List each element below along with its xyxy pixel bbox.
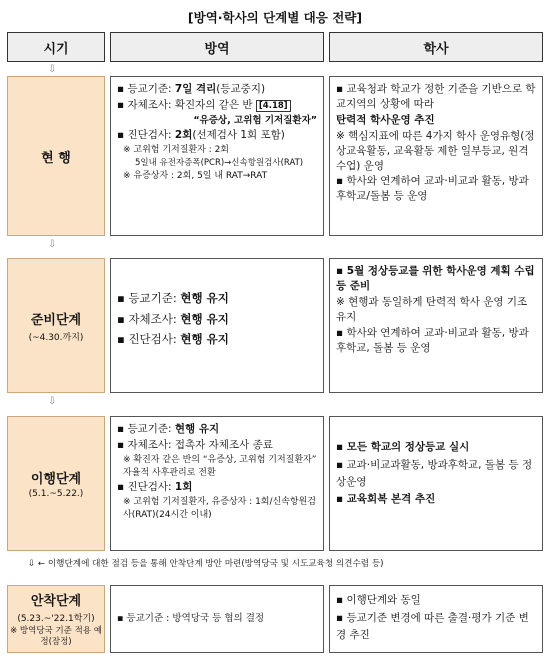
a-line: ※ 현행과 동일하게 탄력적 학사 운영 기조 유지 [336, 295, 528, 323]
down-arrow-icon: ⇩ [48, 64, 57, 75]
a-line: ※ 핵심지표에 따른 4가지 학사 운영유형(정상교육활동, 교육활동 제한 일부등교, 원격수업) 운영 [336, 129, 535, 172]
a-line: ▪ 등교기준 변경에 따른 출결·평가 기준 변경 추진 [336, 611, 529, 641]
q-bold: 현행 유지 [180, 311, 229, 326]
phase-name: 현 행 [41, 150, 71, 166]
q-line: ▪ 등교기준: [117, 83, 175, 95]
a-line: ▪ 학사와 연계하여 교과·비교과 활동, 방과후학교, 돌봄 등 운영 [336, 326, 529, 354]
a-line: ▪ 교육회복 본격 추진 [336, 493, 436, 506]
q-line: ▪ 등교기준: [117, 291, 181, 305]
a-line: ▪ 교육청과 학교가 정한 기준을 기반으로 학교지역의 상황에 따라 [336, 83, 536, 110]
q-line: ▪ 자체조사: 접촉자 자체조사 종료 [117, 438, 273, 451]
quarantine-cell [110, 585, 324, 653]
phase-period: (~4.30.까지) [28, 332, 84, 343]
q-bold: 2회 [174, 129, 193, 142]
q-subnote: ※ 고위험 기저질환자, 유증상자 : 1회/신속항원검사(RAT)(24시간 이내) [123, 496, 316, 520]
phase-cell [7, 585, 105, 653]
header-academic: 학사 [329, 32, 543, 62]
date-badge: [4.18] [256, 100, 291, 112]
q-subnote: ※ 고위험 기저질환자 : 2회 [123, 145, 229, 156]
q-rest: (등교중지) [216, 83, 266, 95]
q-line: ▪ 자체조사: 확진자의 같은 반 [117, 98, 256, 111]
phase-cell [7, 258, 105, 393]
a-line: ▪ 학사와 연계하여 교과·비교과 활동, 방과후학교/돌봄 등 운영 [336, 175, 529, 203]
q-line: ▪ 진단검사: [117, 332, 181, 347]
a-line: 탄력적 학사운영 추진 [336, 113, 435, 126]
quarantine-cell [110, 258, 324, 393]
q-bold: 1회 [174, 480, 193, 493]
q-line: ▪ 진단검사: [117, 480, 175, 493]
table-row-settle [7, 585, 543, 653]
q-rest: (선제검사 1회 포함) [192, 129, 285, 142]
q-subnote: ※ 확진자 같은 반의 “유증상, 고위험 기저질환자” 자율적 사후관리로 전환 [123, 454, 317, 478]
q-line: “유증상, 고위험 기저질환자” [193, 114, 317, 126]
phase-cell [7, 416, 105, 551]
a-line: ▪ 교과·비교과활동, 방과후학교, 돌봄 등 정상운영 [336, 458, 533, 488]
table-row-prep [7, 258, 543, 393]
phase-period: (5.23.~'22.1학기) [17, 614, 95, 625]
q-bold: 현행 유지 [180, 332, 229, 347]
header-quarantine: 방역 [110, 32, 324, 62]
q-line: ▪ 등교기준 : 방역당국 등 협의 결정 [117, 612, 265, 624]
q-line: ▪ 진단검사: [117, 129, 175, 142]
table-header [7, 32, 543, 62]
academic-cell [329, 76, 543, 236]
header-period: 시기 [7, 32, 105, 62]
quarantine-cell [110, 76, 324, 236]
phase-name: 이행단계 [30, 472, 82, 487]
review-note: ⇩ ← 이행단계에 대한 점검 등을 통해 안착단계 방안 마련(방역당국 및 시도교육청 의견수렴 등) [28, 559, 384, 569]
q-line: ▪ 자체조사: [117, 311, 181, 326]
phase-name: 안착단계 [30, 594, 82, 610]
phase-note: ※ 방역당국 기준 적용 예정(잠정) [10, 626, 102, 647]
q-bold: 현행 유지 [174, 423, 220, 435]
q-line: ▪ 등교기준: [117, 423, 175, 435]
q-bold: 현행 유지 [180, 291, 229, 305]
page-title: [방역·학사의 단계별 대응 전략] [187, 10, 363, 25]
q-subnote: 5일내 유전자증폭(PCR)→신속항원검사(RAT) [135, 158, 304, 169]
quarantine-cell [110, 416, 324, 551]
q-subnote: ※ 유증상자 : 2회, 5일 내 RAT→RAT [123, 170, 268, 181]
phase-cell [7, 76, 105, 236]
phase-period: (5.1.~5.22.) [28, 489, 84, 499]
down-arrow-icon: ⇩ [48, 239, 57, 250]
phase-name: 준비단계 [30, 312, 82, 328]
a-line: ▪ 5월 정상등교를 위한 학사운영 계획 수립 등 준비 [336, 265, 535, 292]
a-line: ▪ 이행단계와 동일 [336, 594, 421, 606]
a-line: ▪ 모든 학교의 정상등교 실시 [336, 441, 470, 453]
academic-cell [329, 585, 543, 653]
table-row-transition [7, 416, 543, 551]
table-row-current [7, 76, 543, 236]
q-bold: 7일 격리 [174, 83, 217, 95]
academic-cell [329, 416, 543, 551]
down-arrow-icon: ⇩ [48, 396, 57, 407]
academic-cell [329, 258, 543, 393]
